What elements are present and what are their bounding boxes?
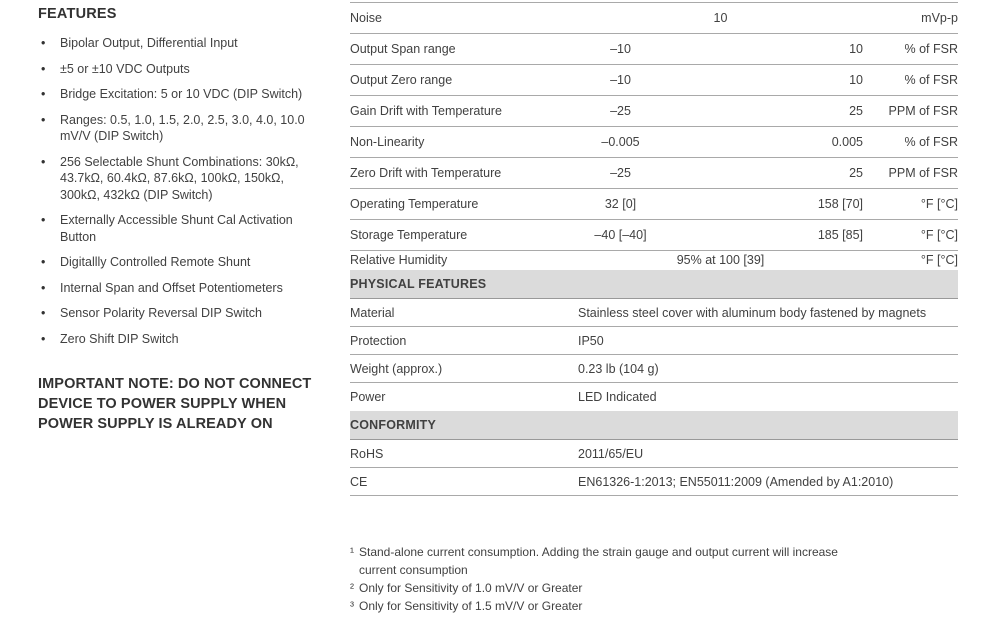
unit-cell: °F [°C] [920,253,958,268]
spec-row [350,65,958,96]
unit-cell: °F [°C] [863,220,958,251]
bullet-icon: • [41,255,46,269]
section-title-cell: PHYSICAL FEATURES [350,270,958,299]
feature-line: Sensor Polarity Reversal DIP Switch [60,306,262,320]
bullet-icon: • [41,280,46,295]
max-value-cell: 0.005 [663,127,863,158]
spec-row [350,96,958,127]
value-cell: LED Indicated [578,389,657,404]
spec-table [350,2,958,496]
spec-row [350,34,958,65]
feature-line: 300kΩ, 432kΩ (DIP Switch) [60,187,213,202]
param-cell: Zero Drift with Temperature [350,158,578,189]
spec-row [350,327,958,355]
max-value-cell: 25 [663,96,863,127]
footnote-marker: ³ [350,599,354,613]
value-cell: 2011/65/EU [578,440,958,468]
param-cell: Gain Drift with Temperature [350,96,578,127]
footnote-line: Only for Sensitivity of 1.5 mV/V or Greater [359,599,583,613]
unit-cell: °F [°C] [863,189,958,220]
min-value-cell: –10 [578,65,663,96]
value-cell: Stainless steel cover with aluminum body fastened by magnets [578,299,958,327]
feature-item [38,280,328,297]
feature-line: Externally Accessible Shunt Cal Activation [60,213,293,227]
spec-row [350,383,958,411]
value-cell: 95% at 100 [39] [676,253,765,268]
feature-item [38,86,328,103]
feature-line: 256 Selectable Shunt Combinations: 30kΩ, [60,154,299,169]
max-value-cell: 185 [85] [663,220,863,251]
spec-row [350,440,958,468]
spec-row [350,220,958,251]
bullet-icon: • [41,154,46,169]
feature-item [38,254,328,271]
spec-row [350,3,958,34]
param-cell: CE [350,468,578,496]
bullet-icon: • [41,61,46,76]
unit-cell: % of FSR [863,65,958,96]
feature-item [38,305,328,322]
footnote-line: Stand-alone current consumption. Adding the strain gauge and output current will increase [359,545,838,559]
section-title-cell: CONFORMITY [350,411,958,440]
spec-table-body [350,3,958,496]
min-value-cell: –10 [578,34,663,65]
value-cell: 0.23 lb (104 g) [578,355,958,383]
feature-line: Digitallly Controlled Remote Shunt [60,255,251,269]
unit-cell: PPM of FSR [863,158,958,189]
max-value-cell: 10 [663,65,863,96]
spec-table-section [350,2,958,496]
feature-item [38,112,328,145]
bullet-icon: • [41,112,46,127]
param-cell: Noise [350,3,578,34]
feature-line: Bridge Excitation: 5 or 10 VDC (DIP Switch) [60,87,303,101]
important-note-line: DEVICE TO POWER SUPPLY WHEN [38,396,287,412]
param-cell: Non-Linearity [350,127,578,158]
param-cell: Output Span range [350,34,578,65]
section-header-row [350,411,958,440]
feature-item [38,212,328,245]
footnote-line: current consumption [359,563,468,577]
param-cell: Output Zero range [350,65,578,96]
footnote-marker: ¹ [350,545,354,559]
unit-cell: PPM of FSR [863,96,958,127]
value-cell: IP50 [578,327,958,355]
feature-line: Internal Span and Offset Potentiometers [60,280,283,295]
spec-row [350,158,958,189]
max-value-cell: 158 [70] [663,189,863,220]
footnote-line: Only for Sensitivity of 1.0 mV/V or Greater [359,581,583,595]
unit-cell: mVp-p [863,3,958,34]
feature-line: Bipolar Output, Differential Input [60,36,238,50]
max-value-cell: 10 [663,34,863,65]
footnote [350,543,842,579]
min-value-cell: –40 [–40] [578,220,663,251]
param-cell: Material [350,299,578,327]
param-cell: Protection [350,327,578,355]
spec-row [350,189,958,220]
spec-row [350,251,958,270]
spec-row [350,355,958,383]
unit-cell: % of FSR [863,34,958,65]
footnote [350,579,842,597]
min-value-cell: –25 [578,158,663,189]
bullet-icon: • [41,306,46,320]
feature-line: Button [60,229,97,244]
feature-line: 43.7kΩ, 60.4kΩ, 87.6kΩ, 100kΩ, 150kΩ, [60,171,284,185]
bullet-icon: • [41,36,46,50]
param-cell: Operating Temperature [350,189,578,220]
feature-line: ±5 or ±10 VDC Outputs [60,61,190,76]
footnotes [350,543,842,615]
feature-line: Zero Shift DIP Switch [60,331,179,346]
feature-item [38,35,328,52]
param-cell: RoHS [350,440,578,468]
bullet-icon: • [41,213,46,227]
unit-cell: % of FSR [863,127,958,158]
feature-item [38,61,328,78]
bullet-icon: • [41,331,46,346]
param-cell: Weight (approx.) [350,355,578,383]
value-cell: EN61326-1:2013; EN55011:2009 (Amended by A1:2010) [578,468,958,496]
feature-item [38,154,328,204]
param-cell: Storage Temperature [350,220,578,251]
important-note-line: IMPORTANT NOTE: DO NOT CONNECT [38,376,312,392]
section-header-row [350,270,958,299]
feature-line: mV/V (DIP Switch) [60,129,164,143]
bullet-icon: • [41,87,46,101]
spec-row [350,299,958,327]
footnote [350,597,842,615]
important-note [38,374,328,434]
features-panel [38,6,328,434]
param-cell: Relative Humidity [350,253,448,268]
min-value-cell: 32 [0] [578,189,663,220]
min-value-cell: –25 [578,96,663,127]
max-value-cell: 25 [663,158,863,189]
feature-list [38,35,328,347]
feature-item [38,331,328,348]
param-cell: Power [350,389,386,404]
features-title: FEATURES [38,6,117,22]
important-note-line: POWER SUPPLY IS ALREADY ON [38,416,273,432]
spec-row [350,468,958,496]
value-cell: 10 [578,3,863,34]
min-value-cell: –0.005 [578,127,663,158]
spec-row [350,127,958,158]
feature-line: Ranges: 0.5, 1.0, 1.5, 2.0, 2.5, 3.0, 4.0, 10.0 [60,112,305,127]
footnote-marker: ² [350,581,354,595]
